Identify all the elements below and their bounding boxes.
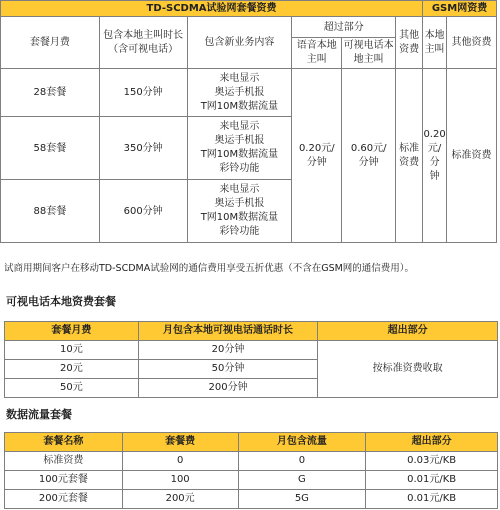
col-header-gsm-other: 其他资费 (447, 17, 497, 69)
col-header-other-fees: 其他资费 (396, 17, 423, 69)
video-rate-line: 分钟 (358, 156, 379, 168)
service-item: 来电显示 (219, 121, 260, 132)
service-item: 来电显示 (219, 184, 260, 195)
row-services (187, 180, 292, 243)
row-excess: 0.01元/KB (366, 471, 498, 490)
gsm-other-rate: 标准资费 (447, 69, 497, 243)
voice-rate (292, 69, 342, 243)
td-scdma-fee-table (0, 0, 497, 243)
voice-rate-line: 分钟 (306, 156, 327, 168)
other-rate-line: 标准 (399, 142, 420, 154)
service-item: 奥运手机报 (214, 135, 265, 146)
table-row (1, 69, 497, 117)
gsm-local-rate (423, 69, 447, 243)
other-rate (396, 69, 423, 243)
col-header-traffic: 月包含流量 (238, 433, 366, 452)
row-name: 200元套餐 (5, 490, 123, 509)
service-item: 来电显示 (219, 72, 260, 84)
col-header-video-local: 可视电话本地主叫 (342, 38, 396, 69)
data-fee-table (4, 432, 498, 509)
row-name: 100元套餐 (5, 471, 123, 490)
row-fee: 28套餐 (1, 69, 100, 117)
row-excess: 按标准资费收取 (318, 341, 498, 398)
service-item: 彩铃功能 (219, 226, 260, 237)
table-row (5, 452, 498, 471)
row-services (187, 69, 292, 117)
row-fee: 200元 (122, 490, 238, 509)
row-fee: 58套餐 (1, 117, 100, 180)
video-section-title: 可视电话本地资费套餐 (6, 295, 116, 308)
col-header-gsm-local: 本地主叫 (423, 17, 447, 69)
video-fee-table (4, 321, 498, 398)
row-minutes: 350分钟 (99, 117, 187, 180)
row-fee: 100 (122, 471, 238, 490)
col-header-monthly-fee: 套餐月费 (1, 17, 100, 69)
col-header-over: 超过部分 (292, 17, 396, 38)
col-header-fee: 套餐月费 (5, 322, 139, 341)
row-services (187, 117, 292, 180)
row-fee: 88套餐 (1, 180, 100, 243)
row-duration: 200分钟 (138, 379, 318, 398)
other-rate-line: 资费 (399, 156, 420, 168)
service-item: 彩铃功能 (219, 163, 260, 174)
gsm-rate-line: 钟 (429, 170, 440, 182)
row-fee: 0 (122, 452, 238, 471)
gsm-table-title: GSM网资费 (423, 1, 497, 17)
row-duration: 20分钟 (138, 341, 318, 360)
discount-note: 试商用期间客户在移动TD-SCDMA试验网的通信费用享受五折优惠（不含在GSM网的通信费用）。 (4, 263, 415, 274)
row-traffic: 0 (238, 452, 366, 471)
row-fee: 20元 (5, 360, 139, 379)
table-row (5, 341, 498, 360)
table-row (5, 471, 498, 490)
col-header-fee: 套餐费 (122, 433, 238, 452)
row-traffic: 5G (238, 490, 366, 509)
service-item: T网10M数据流量 (200, 212, 279, 223)
row-minutes: 150分钟 (99, 69, 187, 117)
col-header-excess: 超出部分 (366, 433, 498, 452)
gsm-rate-line: 元/分 (427, 142, 442, 168)
row-excess: 0.01元/KB (366, 490, 498, 509)
row-excess: 0.03元/KB (366, 452, 498, 471)
col-header-voice-local: 语音本地主叫 (292, 38, 342, 69)
data-section-title: 数据流量套餐 (6, 408, 72, 421)
row-fee: 10元 (5, 341, 139, 360)
col-header-name: 套餐名称 (5, 433, 123, 452)
td-table-title: TD-SCDMA试验网套餐资费 (1, 1, 423, 17)
service-item: T网10M数据流量 (200, 149, 279, 160)
table-row (5, 490, 498, 509)
row-name: 标准资费 (5, 452, 123, 471)
col-header-services: 包含新业务内容 (187, 17, 292, 69)
row-fee: 50元 (5, 379, 139, 398)
col-header-duration: 月包含本地可视电话通话时长 (138, 322, 318, 341)
video-rate (342, 69, 396, 243)
row-minutes: 600分钟 (99, 180, 187, 243)
voice-rate-line: 0.20元/ (298, 142, 335, 154)
gsm-rate-line: 0.20 (423, 128, 446, 140)
service-item: 奥运手机报 (214, 198, 265, 209)
service-item: 奥运手机报 (214, 86, 265, 98)
row-traffic: G (238, 471, 366, 490)
service-item: T网10M数据流量 (200, 100, 279, 112)
col-header-local-calls: 包含本地主叫时长（含可视电话） (99, 17, 187, 69)
video-rate-line: 0.60元/ (350, 142, 387, 154)
row-duration: 50分钟 (138, 360, 318, 379)
col-header-excess: 超出部分 (318, 322, 498, 341)
